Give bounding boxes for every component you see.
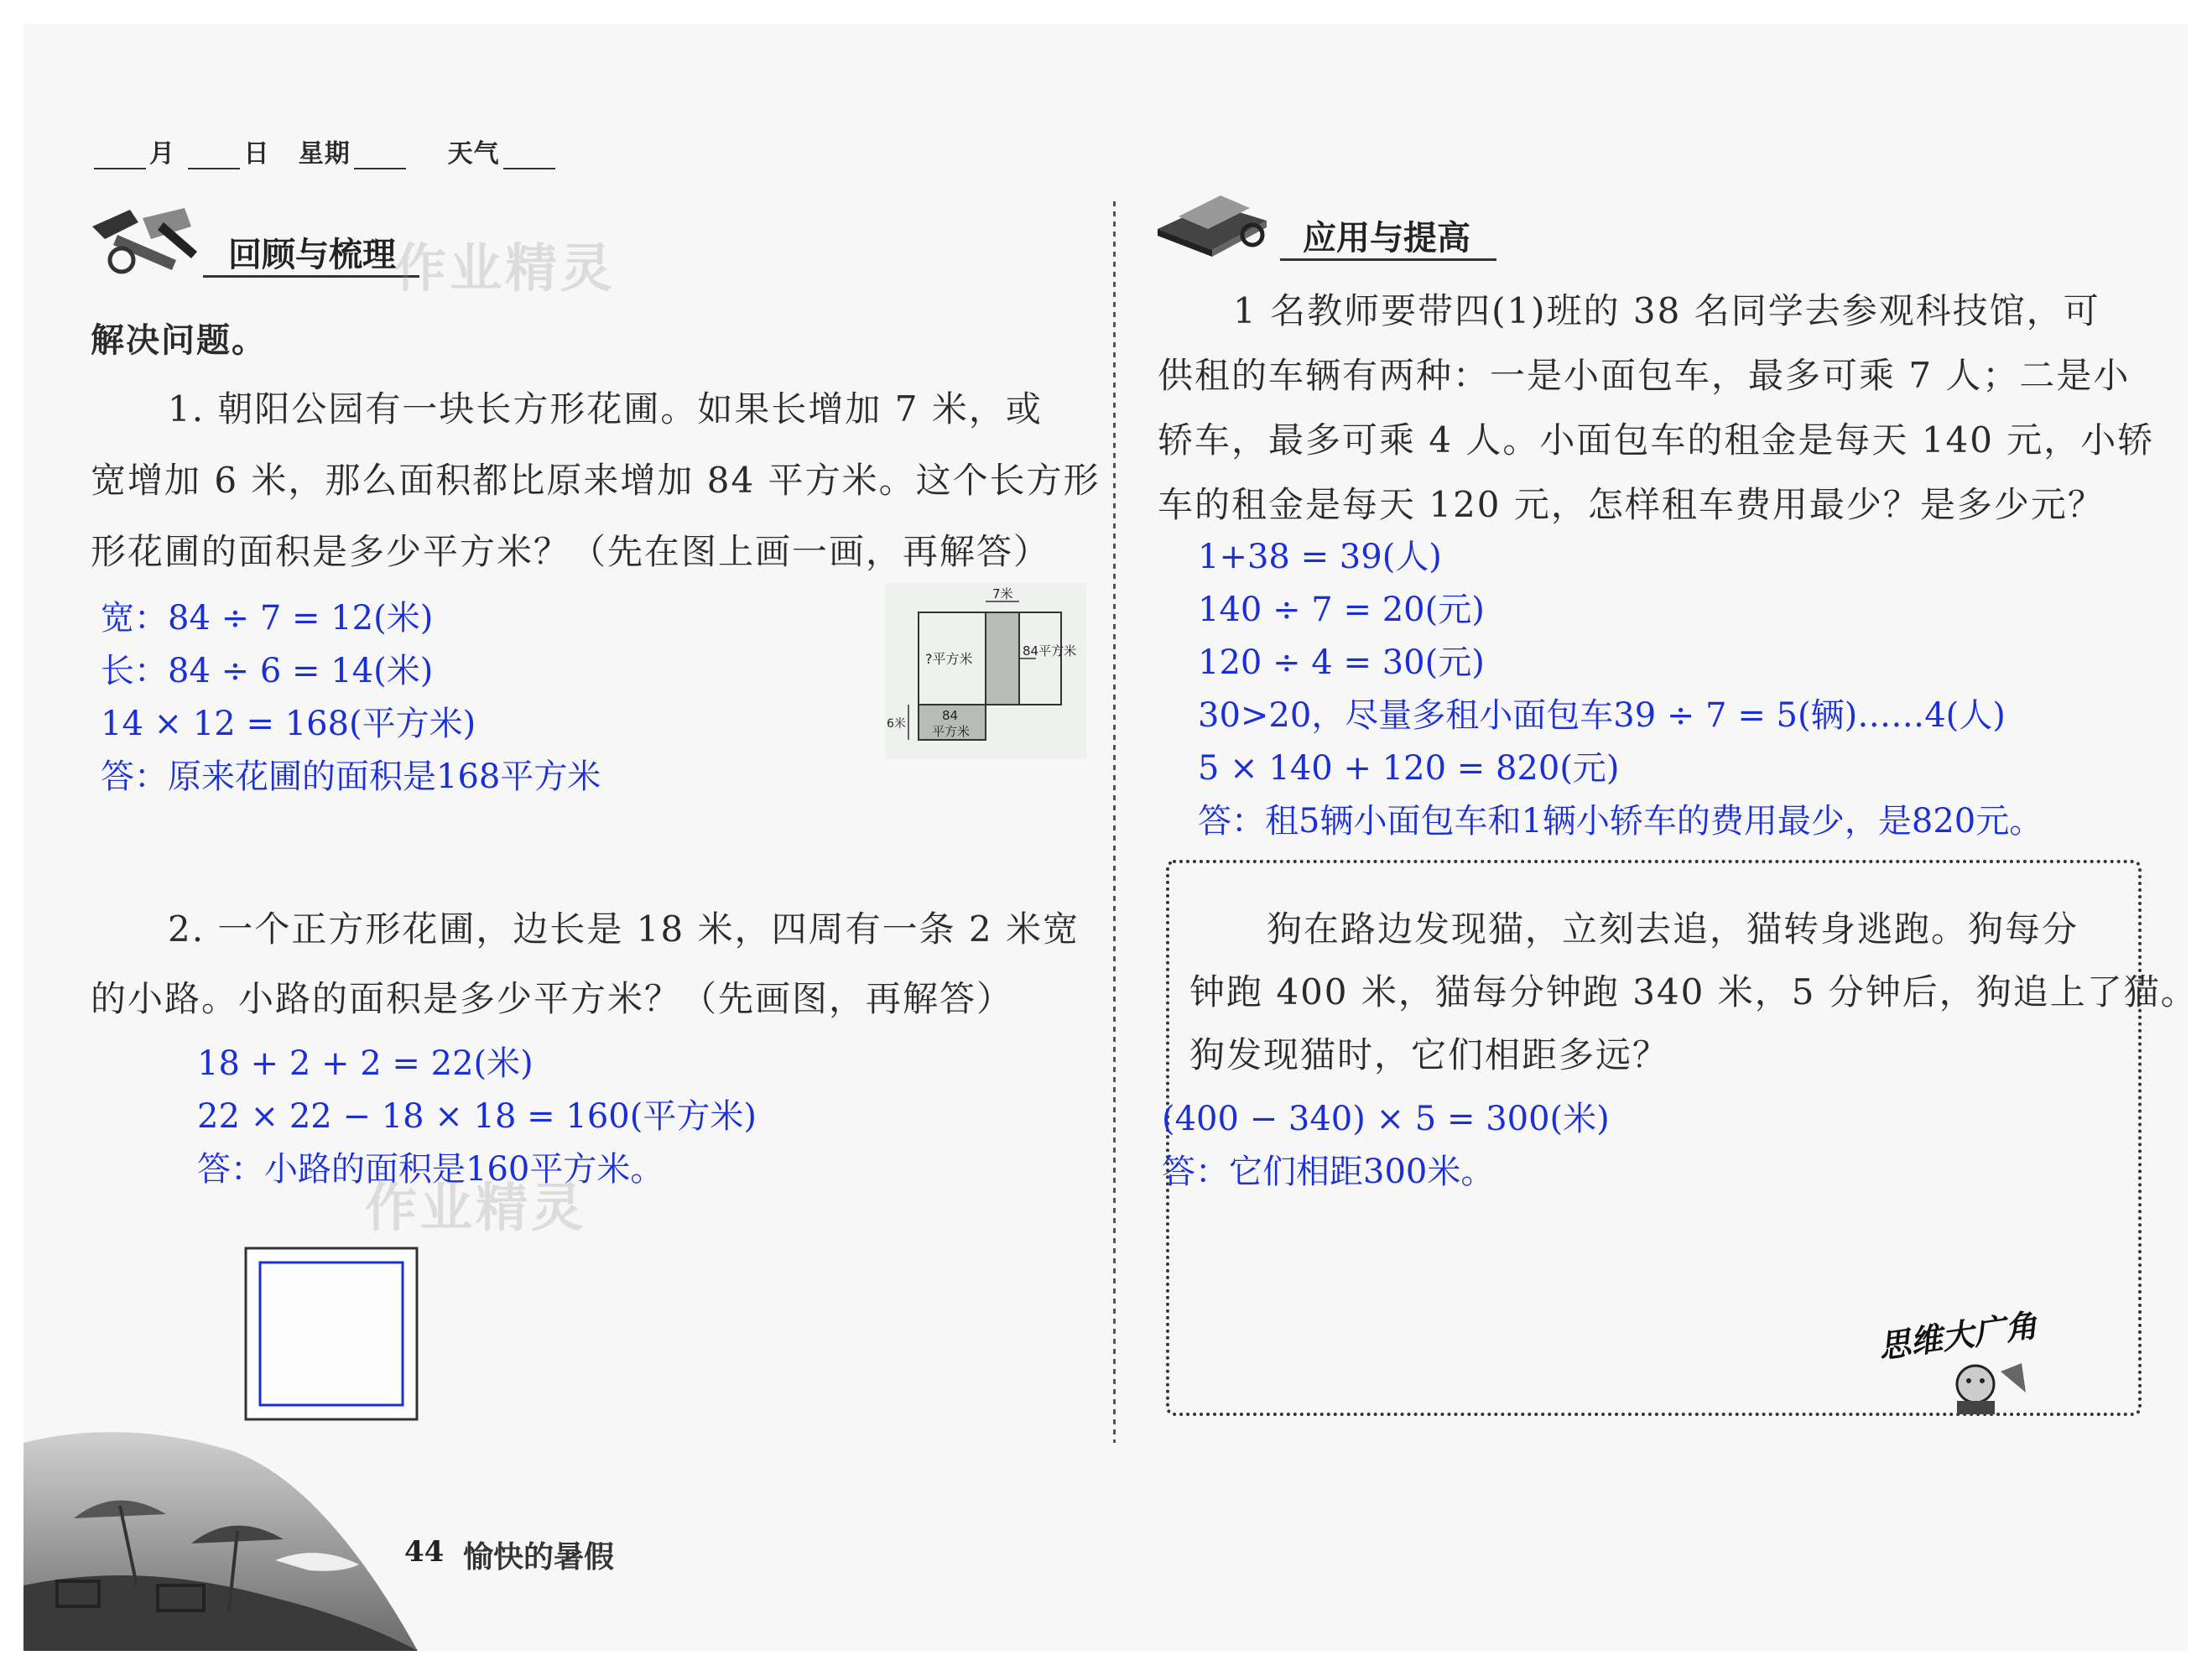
right-answer-line: 140 ÷ 7 = 20(元) <box>1198 591 1485 629</box>
fig-label-right: 84平方米 <box>1023 643 1077 659</box>
q2-line2: 的小路。小路的面积是多少平方米？（先画图，再解答） <box>91 978 1014 1019</box>
right-answer-line: 5 × 140 + 120 = 820(元) <box>1198 749 1620 788</box>
weekday-label: 星期 <box>298 139 351 169</box>
page-divider <box>1107 201 1121 1443</box>
section-intro: 解决问题。 <box>91 321 267 360</box>
fig-label-left: 6米 <box>887 717 906 731</box>
weather-blank[interactable] <box>503 143 555 169</box>
q1-answer-line: 长：84 ÷ 6 = 14(米) <box>101 652 434 690</box>
thinking-corner-badge <box>1866 1292 2118 1418</box>
month-label: 月 <box>149 139 175 169</box>
puzzle-answer-line: (400 − 340) × 5 = 300(米) <box>1162 1100 1610 1138</box>
right-section-title: 应用与提高 <box>1303 219 1470 258</box>
q2-answer-line: 18 + 2 + 2 = 22(米) <box>197 1044 533 1083</box>
right-problem-line: 车的租金是每天 120 元，怎样租车费用最少？是多少元？ <box>1158 484 2105 525</box>
tools-icon <box>84 201 201 281</box>
right-problem-line: 1 名教师要带四(1)班的 38 名同学去参观科技馆，可 <box>1233 290 2100 331</box>
left-section-title: 回顾与梳理 <box>228 236 396 274</box>
q1-rectangle-figure <box>885 583 1086 759</box>
fig-label-bottom-unit: 平方米 <box>932 724 971 739</box>
date-header <box>91 133 559 169</box>
page-number: 44 <box>404 1535 445 1569</box>
q2-line1: 2. 一个正方形花圃，边长是 18 米，四周有一条 2 米宽 <box>168 908 1080 950</box>
right-problem-line: 供租的车辆有两种：一是小面包车，最多可乘 7 人；二是小 <box>1158 355 2131 396</box>
watermark-top: 作业精灵 <box>394 237 617 299</box>
watermark-mid: 作业精灵 <box>365 1177 587 1238</box>
day-label: 日 <box>243 139 270 169</box>
puzzle-problem-line: 狗发现猫时，它们相距多远？ <box>1189 1034 1670 1075</box>
q2-answer-line: 22 × 22 − 18 × 18 = 160(平方米) <box>197 1097 757 1136</box>
day-blank[interactable] <box>188 143 240 169</box>
right-problem-line: 轿车，最多可乘 4 人。小面包车的租金是每天 140 元，小轿 <box>1158 419 2155 461</box>
corner-label: 思维大广角 <box>1876 1306 2040 1366</box>
fig-label-center: ?平方米 <box>925 651 973 667</box>
fig-label-bottom-num: 84 <box>942 708 959 723</box>
q1-answer-line: 宽：84 ÷ 7 = 12(米) <box>101 599 434 638</box>
book-title: 愉快的暑假 <box>463 1540 615 1575</box>
right-answer-line: 1+38 = 39(人) <box>1198 538 1442 576</box>
puzzle-problem-line: 狗在路边发现猫，立刻去追，猫转身逃跑。狗每分 <box>1267 908 2079 950</box>
fig-label-top: 7米 <box>992 586 1013 601</box>
weather-label: 天气 <box>447 139 500 169</box>
month-blank[interactable] <box>94 143 146 169</box>
puzzle-answer-line: 答：它们相距300米。 <box>1162 1153 1495 1191</box>
q2-square-figure <box>243 1246 419 1422</box>
q1-answer-line: 14 × 12 = 168(平方米) <box>101 705 476 743</box>
q1-line1: 1. 朝阳公园有一块长方形花圃。如果长增加 7 米，或 <box>168 388 1043 429</box>
weekday-blank[interactable] <box>354 143 406 169</box>
books-icon <box>1153 183 1271 263</box>
beach-decoration <box>23 1418 418 1651</box>
q2-answer-line: 答：小路的面积是160平方米。 <box>197 1150 664 1189</box>
q1-line2: 宽增加 6 米，那么面积都比原来增加 84 平方米。这个长方形 <box>91 460 1101 501</box>
puzzle-problem-line: 钟跑 400 米，猫每分钟跑 340 米，5 分钟后，狗追上了猫。 <box>1189 971 2198 1012</box>
right-answer-line: 120 ÷ 4 = 30(元) <box>1198 643 1485 682</box>
right-answer-line: 答：租5辆小面包车和1辆小轿车的费用最少，是820元。 <box>1198 802 2043 841</box>
q1-line3: 形花圃的面积是多少平方米？（先在图上画一画，再解答） <box>91 531 1051 572</box>
q1-answer-line: 答：原来花圃的面积是168平方米 <box>101 757 601 796</box>
right-answer-line: 30>20，尽量多租小面包车39 ÷ 7 = 5(辆)……4(人) <box>1198 696 2006 735</box>
